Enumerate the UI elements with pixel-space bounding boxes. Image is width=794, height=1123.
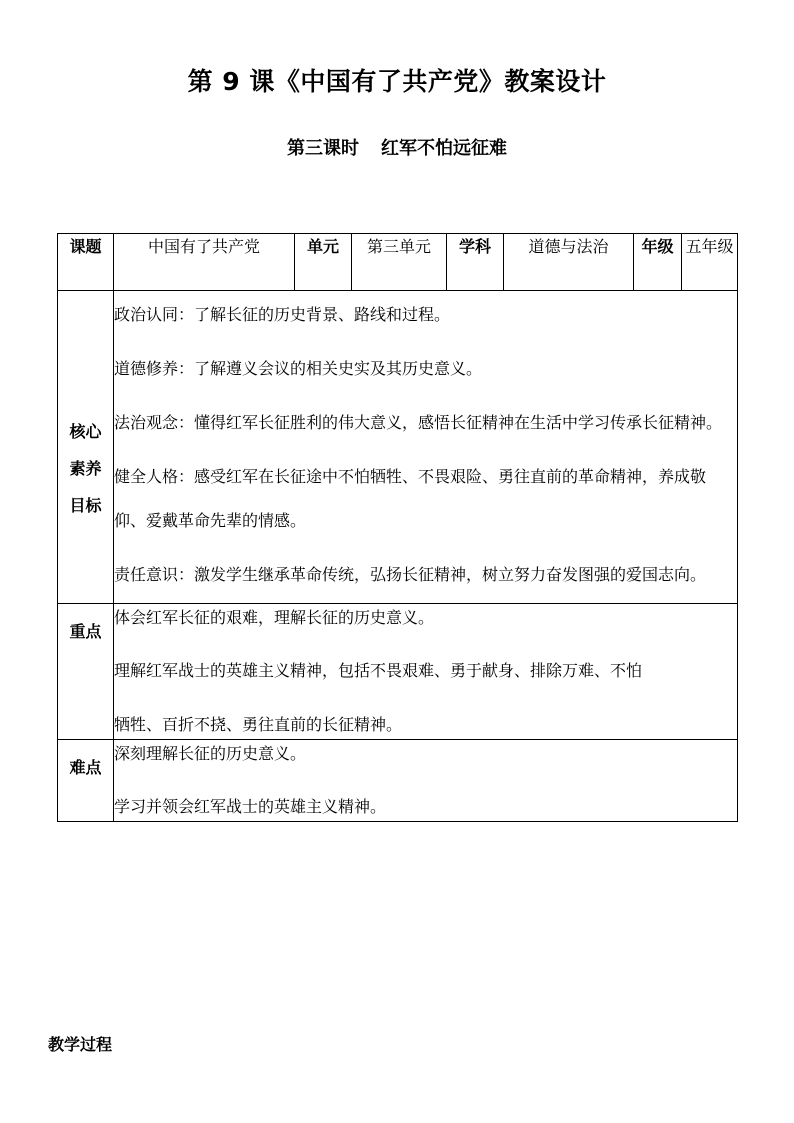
difficulty-label: 难点 <box>58 740 114 822</box>
key-point-item: 体会红军长征的艰难，理解长征的历史意义。 <box>114 608 435 627</box>
key-points-row <box>58 604 738 740</box>
lesson-plan-table <box>57 233 738 822</box>
topic-value: 中国有了共产党 <box>114 234 295 291</box>
subject-value: 道德与法治 <box>504 234 634 291</box>
difficulty-item: 深刻理解长征的历史意义。 <box>114 744 307 763</box>
unit-label: 单元 <box>295 234 352 291</box>
grade-label: 年级 <box>634 234 682 291</box>
difficulty-row <box>58 740 738 822</box>
key-point-item-continued: 牺牲、百折不挠、勇往直前的长征精神。 <box>114 715 403 734</box>
core-goals-label: 核心 素养 目标 <box>58 291 114 604</box>
key-points-label: 重点 <box>58 604 114 740</box>
lesson-topic: 红军不怕远征难 <box>381 138 507 159</box>
difficulty-item: 学习并领会红军战士的英雄主义精神。 <box>114 797 387 816</box>
core-goal-item: 法治观念：懂得红军长征胜利的伟大意义，感悟长征精神在生活中学习传承长征精神。 <box>114 413 723 432</box>
lesson-period: 第三课时 <box>287 138 359 159</box>
unit-value: 第三单元 <box>352 234 447 291</box>
core-goal-item: 道德修养：了解遵义会议的相关史实及其历史意义。 <box>114 359 483 378</box>
grade-value: 五年级 <box>682 234 738 291</box>
core-goals-row <box>58 291 738 604</box>
core-goals-content <box>114 291 738 604</box>
core-goal-item: 责任意识：激发学生继承革命传统，弘扬长征精神，树立努力奋发图强的爱国志向。 <box>114 565 707 584</box>
core-goal-item: 健全人格：感受红军在长征途中不怕牺牲、不畏艰险、勇往直前的革命精神，养成敬仰、爱戴革命先辈的情感。 <box>114 467 707 530</box>
key-point-item: 理解红军战士的英雄主义精神，包括不畏艰难、勇于献身、排除万难、不怕 <box>114 661 643 680</box>
document-title: 第 9 课《中国有了共产党》教案设计 <box>187 67 607 96</box>
difficulty-content <box>114 740 738 822</box>
topic-label: 课题 <box>58 234 114 291</box>
header-row <box>58 234 738 291</box>
lesson-subtitle <box>0 134 794 160</box>
teaching-process-heading: 教学过程 <box>48 1035 113 1054</box>
key-points-content <box>114 604 738 740</box>
core-goal-item: 政治认同：了解长征的历史背景、路线和过程。 <box>114 305 451 324</box>
subject-label: 学科 <box>447 234 504 291</box>
